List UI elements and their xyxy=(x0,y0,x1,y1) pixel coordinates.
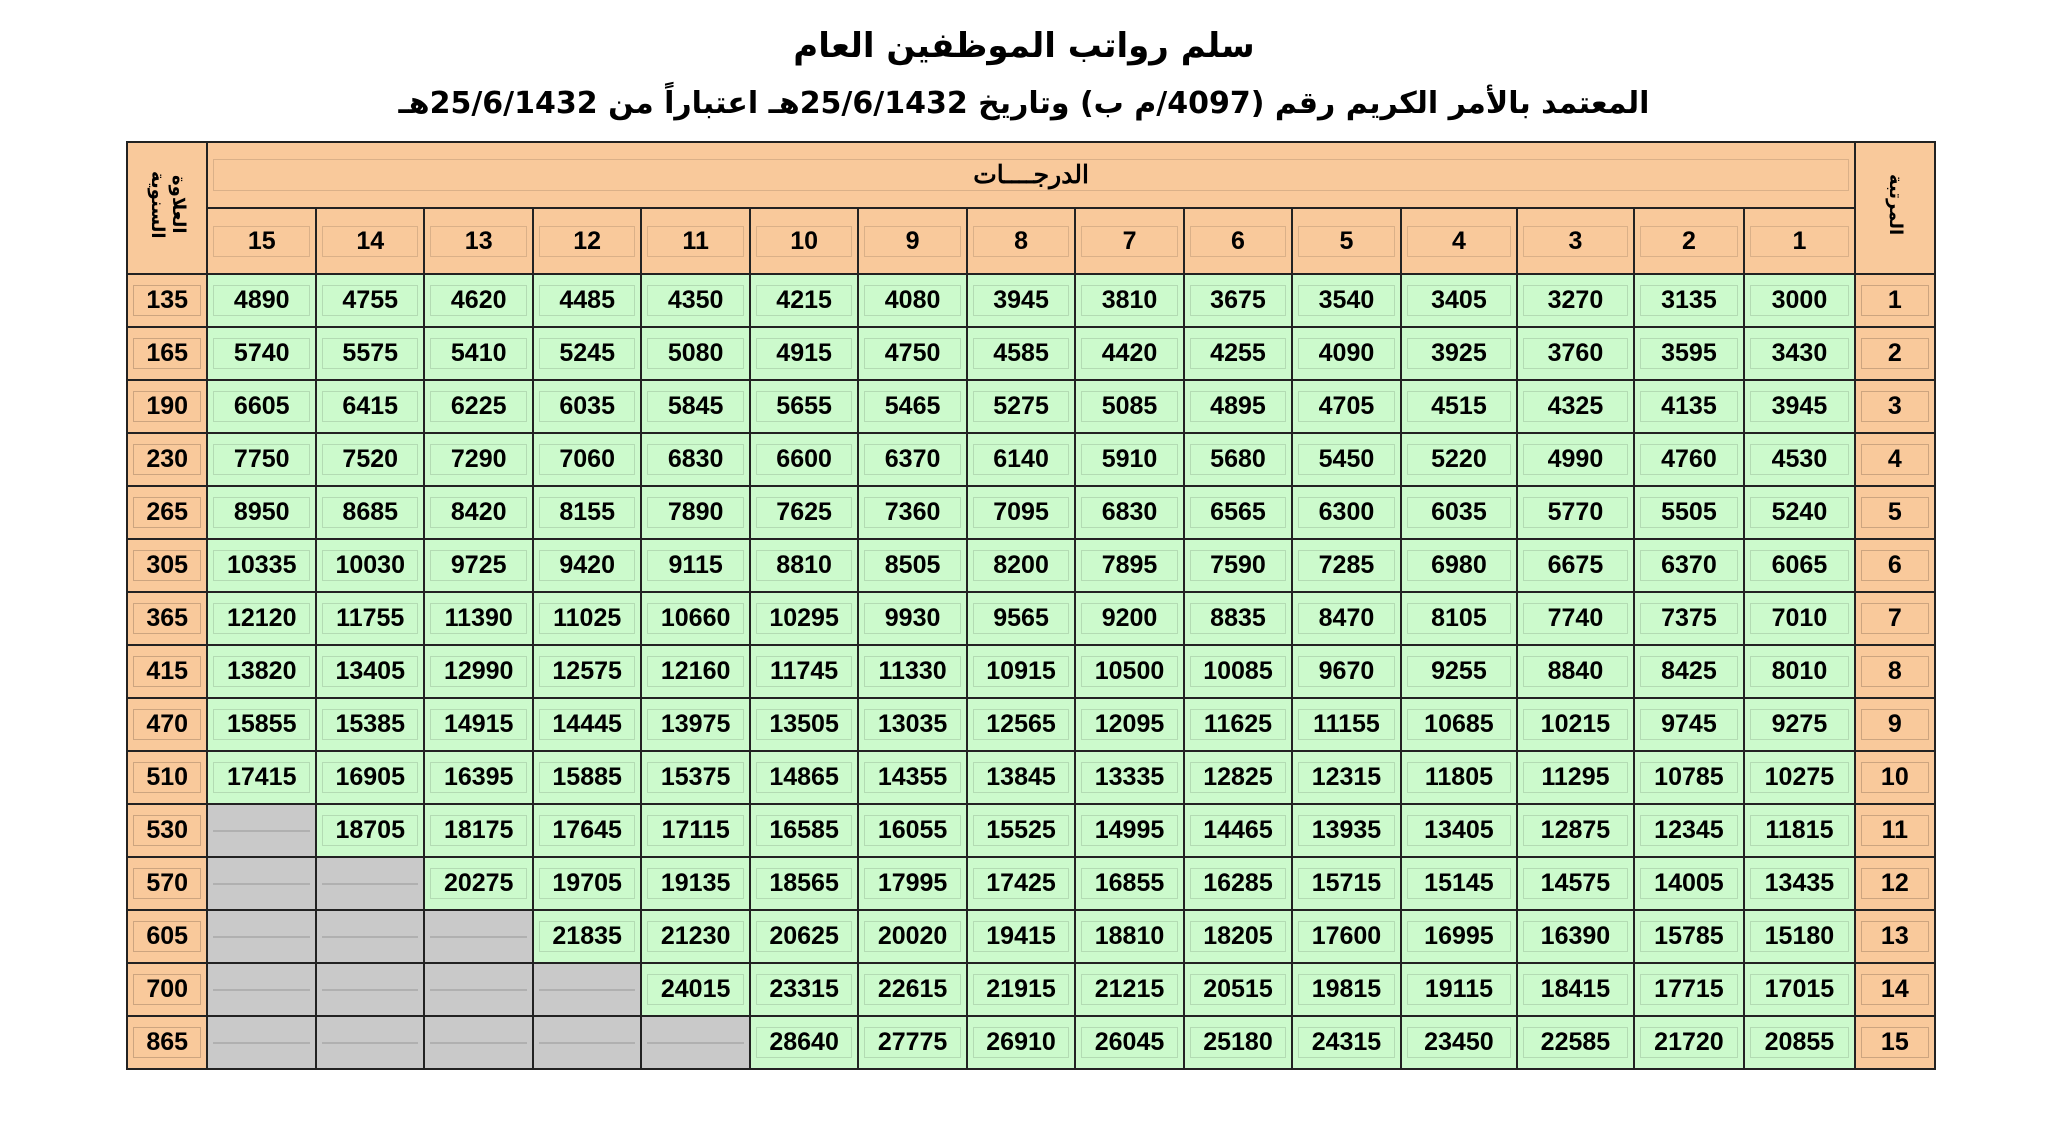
salary-cell: 8155 xyxy=(533,486,641,539)
salary-cell: 13975 xyxy=(641,698,749,751)
salary-cell: 8840 xyxy=(1517,645,1634,698)
salary-cell: 4890 xyxy=(207,274,316,327)
salary-cell: 3810 xyxy=(1075,274,1183,327)
salary-cell: 8010 xyxy=(1744,645,1854,698)
rank-cell: 3 xyxy=(1855,380,1935,433)
salary-cell: 15785 xyxy=(1634,910,1744,963)
salary-cell: 7290 xyxy=(424,433,532,486)
salary-cell: 10785 xyxy=(1634,751,1744,804)
salary-cell: 3430 xyxy=(1744,327,1854,380)
annual-raise-cell: 865 xyxy=(127,1016,207,1069)
salary-cell: 14465 xyxy=(1184,804,1292,857)
salary-cell: 21215 xyxy=(1075,963,1183,1016)
salary-cell: 12160 xyxy=(641,645,749,698)
salary-cell: 4750 xyxy=(858,327,966,380)
salary-cell: 14575 xyxy=(1517,857,1634,910)
salary-cell: 3945 xyxy=(1744,380,1854,433)
salary-cell: 6980 xyxy=(1401,539,1518,592)
salary-cell: 6035 xyxy=(533,380,641,433)
salary-cell: 9275 xyxy=(1744,698,1854,751)
salary-cell: 10215 xyxy=(1517,698,1634,751)
salary-cell: 3405 xyxy=(1401,274,1518,327)
grades-header: الدرجــــات xyxy=(207,142,1854,208)
salary-cell: 11155 xyxy=(1292,698,1400,751)
salary-cell: 12345 xyxy=(1634,804,1744,857)
salary-cell: 15715 xyxy=(1292,857,1400,910)
salary-cell: 7590 xyxy=(1184,539,1292,592)
salary-cell: 4080 xyxy=(858,274,966,327)
salary-cell: 19705 xyxy=(533,857,641,910)
annual-raise-cell: 530 xyxy=(127,804,207,857)
grade-header-15: 15 xyxy=(207,208,316,274)
salary-cell: 10295 xyxy=(750,592,858,645)
salary-cell: 26910 xyxy=(967,1016,1075,1069)
salary-cell: 12575 xyxy=(533,645,641,698)
salary-cell: 7060 xyxy=(533,433,641,486)
salary-cell: 25180 xyxy=(1184,1016,1292,1069)
salary-cell: 3760 xyxy=(1517,327,1634,380)
empty-cell xyxy=(207,963,316,1016)
salary-cell: 17600 xyxy=(1292,910,1400,963)
salary-cell: 12095 xyxy=(1075,698,1183,751)
salary-cell: 8950 xyxy=(207,486,316,539)
salary-cell: 3135 xyxy=(1634,274,1744,327)
salary-scale-table xyxy=(126,141,1936,1070)
rank-cell: 6 xyxy=(1855,539,1935,592)
table-row xyxy=(127,804,1935,857)
salary-cell: 5770 xyxy=(1517,486,1634,539)
salary-cell: 6370 xyxy=(1634,539,1744,592)
grade-header-13: 13 xyxy=(424,208,532,274)
salary-cell: 21230 xyxy=(641,910,749,963)
empty-cell xyxy=(207,857,316,910)
salary-cell: 5505 xyxy=(1634,486,1744,539)
salary-cell: 7375 xyxy=(1634,592,1744,645)
salary-cell: 5845 xyxy=(641,380,749,433)
salary-cell: 8105 xyxy=(1401,592,1518,645)
empty-cell xyxy=(316,910,424,963)
salary-cell: 18175 xyxy=(424,804,532,857)
salary-cell: 8425 xyxy=(1634,645,1744,698)
rank-cell: 13 xyxy=(1855,910,1935,963)
rank-cell: 14 xyxy=(1855,963,1935,1016)
salary-cell: 19415 xyxy=(967,910,1075,963)
salary-cell: 9255 xyxy=(1401,645,1518,698)
page-subtitle: المعتمد بالأمر الكريم رقم (4097/م ب) وتاريخ 25/6/1432هـ اعتباراً من 25/6/1432هـ xyxy=(398,86,1650,121)
table-row xyxy=(127,963,1935,1016)
salary-cell: 5740 xyxy=(207,327,316,380)
salary-cell: 4485 xyxy=(533,274,641,327)
salary-cell: 20020 xyxy=(858,910,966,963)
rank-cell: 11 xyxy=(1855,804,1935,857)
table-row xyxy=(127,486,1935,539)
salary-cell: 7890 xyxy=(641,486,749,539)
salary-cell: 3675 xyxy=(1184,274,1292,327)
salary-cell: 5655 xyxy=(750,380,858,433)
salary-cell: 9670 xyxy=(1292,645,1400,698)
salary-cell: 20515 xyxy=(1184,963,1292,1016)
salary-cell: 4090 xyxy=(1292,327,1400,380)
salary-cell: 6300 xyxy=(1292,486,1400,539)
salary-cell: 16905 xyxy=(316,751,424,804)
salary-cell: 4990 xyxy=(1517,433,1634,486)
salary-cell: 6830 xyxy=(1075,486,1183,539)
salary-cell: 4420 xyxy=(1075,327,1183,380)
salary-cell: 10915 xyxy=(967,645,1075,698)
salary-cell: 4895 xyxy=(1184,380,1292,433)
table-row xyxy=(127,539,1935,592)
salary-cell: 23450 xyxy=(1401,1016,1518,1069)
salary-cell: 5465 xyxy=(858,380,966,433)
salary-cell: 12315 xyxy=(1292,751,1400,804)
salary-cell: 17645 xyxy=(533,804,641,857)
salary-cell: 21835 xyxy=(533,910,641,963)
annual-raise-cell: 265 xyxy=(127,486,207,539)
salary-cell: 13405 xyxy=(1401,804,1518,857)
empty-cell xyxy=(424,963,532,1016)
salary-cell: 14005 xyxy=(1634,857,1744,910)
rank-cell: 5 xyxy=(1855,486,1935,539)
salary-cell: 11330 xyxy=(858,645,966,698)
rank-cell: 12 xyxy=(1855,857,1935,910)
grade-header-2: 2 xyxy=(1634,208,1744,274)
annual-raise-cell: 605 xyxy=(127,910,207,963)
salary-cell: 7010 xyxy=(1744,592,1854,645)
salary-cell: 18415 xyxy=(1517,963,1634,1016)
table-row xyxy=(127,645,1935,698)
salary-cell: 4585 xyxy=(967,327,1075,380)
salary-cell: 5680 xyxy=(1184,433,1292,486)
salary-cell: 15145 xyxy=(1401,857,1518,910)
grade-header-7: 7 xyxy=(1075,208,1183,274)
salary-cell: 13505 xyxy=(750,698,858,751)
salary-cell: 18565 xyxy=(750,857,858,910)
empty-cell xyxy=(533,963,641,1016)
annual-raise-header: العلاوة السنوية xyxy=(127,142,207,274)
salary-cell: 12825 xyxy=(1184,751,1292,804)
salary-cell: 10335 xyxy=(207,539,316,592)
empty-cell xyxy=(641,1016,749,1069)
salary-cell: 15180 xyxy=(1744,910,1854,963)
salary-cell: 6830 xyxy=(641,433,749,486)
empty-cell xyxy=(316,1016,424,1069)
empty-cell xyxy=(316,963,424,1016)
salary-cell: 4515 xyxy=(1401,380,1518,433)
table-row xyxy=(127,857,1935,910)
salary-cell: 10500 xyxy=(1075,645,1183,698)
salary-cell: 4760 xyxy=(1634,433,1744,486)
rank-cell: 9 xyxy=(1855,698,1935,751)
salary-cell: 6065 xyxy=(1744,539,1854,592)
grade-header-3: 3 xyxy=(1517,208,1634,274)
salary-cell: 5910 xyxy=(1075,433,1183,486)
rank-header: المرتبة xyxy=(1855,142,1935,274)
salary-cell: 16390 xyxy=(1517,910,1634,963)
salary-cell: 19135 xyxy=(641,857,749,910)
salary-cell: 4350 xyxy=(641,274,749,327)
grade-header-11: 11 xyxy=(641,208,749,274)
salary-cell: 3925 xyxy=(1401,327,1518,380)
grade-header-9: 9 xyxy=(858,208,966,274)
grade-header-8: 8 xyxy=(967,208,1075,274)
salary-cell: 15385 xyxy=(316,698,424,751)
table-row xyxy=(127,910,1935,963)
table-row xyxy=(127,380,1935,433)
salary-cell: 15525 xyxy=(967,804,1075,857)
salary-cell: 13935 xyxy=(1292,804,1400,857)
table-row xyxy=(127,592,1935,645)
salary-cell: 11755 xyxy=(316,592,424,645)
annual-raise-cell: 365 xyxy=(127,592,207,645)
grade-header-6: 6 xyxy=(1184,208,1292,274)
salary-cell: 14445 xyxy=(533,698,641,751)
salary-cell: 14995 xyxy=(1075,804,1183,857)
table-row xyxy=(127,698,1935,751)
salary-cell: 5450 xyxy=(1292,433,1400,486)
salary-cell: 16055 xyxy=(858,804,966,857)
rank-cell: 15 xyxy=(1855,1016,1935,1069)
salary-cell: 17415 xyxy=(207,751,316,804)
salary-cell: 6415 xyxy=(316,380,424,433)
rank-cell: 8 xyxy=(1855,645,1935,698)
salary-cell: 13845 xyxy=(967,751,1075,804)
salary-cell: 7520 xyxy=(316,433,424,486)
salary-cell: 10030 xyxy=(316,539,424,592)
empty-cell xyxy=(533,1016,641,1069)
salary-cell: 18205 xyxy=(1184,910,1292,963)
grade-header-1: 1 xyxy=(1744,208,1854,274)
salary-cell: 27775 xyxy=(858,1016,966,1069)
empty-cell xyxy=(424,1016,532,1069)
salary-cell: 3595 xyxy=(1634,327,1744,380)
salary-cell: 13435 xyxy=(1744,857,1854,910)
salary-cell: 9745 xyxy=(1634,698,1744,751)
salary-cell: 19815 xyxy=(1292,963,1400,1016)
salary-cell: 8200 xyxy=(967,539,1075,592)
salary-cell: 24015 xyxy=(641,963,749,1016)
salary-cell: 17715 xyxy=(1634,963,1744,1016)
salary-cell: 16585 xyxy=(750,804,858,857)
salary-cell: 6565 xyxy=(1184,486,1292,539)
grade-header-12: 12 xyxy=(533,208,641,274)
salary-cell: 4530 xyxy=(1744,433,1854,486)
salary-cell: 12120 xyxy=(207,592,316,645)
salary-cell: 21915 xyxy=(967,963,1075,1016)
salary-cell: 13405 xyxy=(316,645,424,698)
salary-cell: 9200 xyxy=(1075,592,1183,645)
salary-cell: 20275 xyxy=(424,857,532,910)
salary-cell: 6140 xyxy=(967,433,1075,486)
salary-cell: 4705 xyxy=(1292,380,1400,433)
rank-cell: 7 xyxy=(1855,592,1935,645)
empty-cell xyxy=(424,910,532,963)
grade-header-14: 14 xyxy=(316,208,424,274)
salary-cell: 11625 xyxy=(1184,698,1292,751)
salary-cell: 17115 xyxy=(641,804,749,857)
annual-raise-cell: 190 xyxy=(127,380,207,433)
salary-cell: 3945 xyxy=(967,274,1075,327)
annual-raise-cell: 570 xyxy=(127,857,207,910)
salary-cell: 6675 xyxy=(1517,539,1634,592)
salary-cell: 15885 xyxy=(533,751,641,804)
annual-raise-cell: 700 xyxy=(127,963,207,1016)
salary-cell: 3540 xyxy=(1292,274,1400,327)
salary-cell: 13035 xyxy=(858,698,966,751)
salary-cell: 8420 xyxy=(424,486,532,539)
salary-cell: 5410 xyxy=(424,327,532,380)
rank-cell: 10 xyxy=(1855,751,1935,804)
empty-cell xyxy=(316,857,424,910)
salary-cell: 4755 xyxy=(316,274,424,327)
salary-cell: 16995 xyxy=(1401,910,1518,963)
salary-cell: 10685 xyxy=(1401,698,1518,751)
salary-cell: 14865 xyxy=(750,751,858,804)
annual-raise-cell: 470 xyxy=(127,698,207,751)
salary-cell: 14355 xyxy=(858,751,966,804)
salary-cell: 9420 xyxy=(533,539,641,592)
salary-cell: 20855 xyxy=(1744,1016,1854,1069)
salary-cell: 7750 xyxy=(207,433,316,486)
grade-header-4: 4 xyxy=(1401,208,1518,274)
salary-cell: 13820 xyxy=(207,645,316,698)
salary-cell: 11390 xyxy=(424,592,532,645)
salary-cell: 14915 xyxy=(424,698,532,751)
salary-cell: 7895 xyxy=(1075,539,1183,592)
rank-cell: 1 xyxy=(1855,274,1935,327)
salary-cell: 11815 xyxy=(1744,804,1854,857)
grade-header-5: 5 xyxy=(1292,208,1400,274)
salary-cell: 4915 xyxy=(750,327,858,380)
salary-cell: 7095 xyxy=(967,486,1075,539)
salary-cell: 6600 xyxy=(750,433,858,486)
salary-cell: 11025 xyxy=(533,592,641,645)
salary-cell: 9725 xyxy=(424,539,532,592)
salary-cell: 4135 xyxy=(1634,380,1744,433)
salary-cell: 19115 xyxy=(1401,963,1518,1016)
salary-cell: 16285 xyxy=(1184,857,1292,910)
salary-cell: 5085 xyxy=(1075,380,1183,433)
salary-cell: 8810 xyxy=(750,539,858,592)
salary-cell: 15375 xyxy=(641,751,749,804)
salary-cell: 7285 xyxy=(1292,539,1400,592)
salary-cell: 11295 xyxy=(1517,751,1634,804)
salary-cell: 5575 xyxy=(316,327,424,380)
salary-cell: 21720 xyxy=(1634,1016,1744,1069)
salary-cell: 23315 xyxy=(750,963,858,1016)
salary-cell: 6605 xyxy=(207,380,316,433)
salary-cell: 20625 xyxy=(750,910,858,963)
salary-cell: 8470 xyxy=(1292,592,1400,645)
salary-cell: 3270 xyxy=(1517,274,1634,327)
grade-header-10: 10 xyxy=(750,208,858,274)
salary-cell: 24315 xyxy=(1292,1016,1400,1069)
salary-cell: 16395 xyxy=(424,751,532,804)
salary-cell: 7740 xyxy=(1517,592,1634,645)
salary-cell: 4325 xyxy=(1517,380,1634,433)
salary-cell: 17995 xyxy=(858,857,966,910)
salary-cell: 26045 xyxy=(1075,1016,1183,1069)
annual-raise-cell: 415 xyxy=(127,645,207,698)
salary-cell: 12875 xyxy=(1517,804,1634,857)
salary-cell: 6370 xyxy=(858,433,966,486)
salary-cell: 10085 xyxy=(1184,645,1292,698)
empty-cell xyxy=(207,1016,316,1069)
salary-cell: 8835 xyxy=(1184,592,1292,645)
salary-cell: 4255 xyxy=(1184,327,1292,380)
empty-cell xyxy=(207,910,316,963)
table-row xyxy=(127,433,1935,486)
salary-cell: 15855 xyxy=(207,698,316,751)
salary-cell: 9115 xyxy=(641,539,749,592)
salary-cell: 28640 xyxy=(750,1016,858,1069)
salary-cell: 4215 xyxy=(750,274,858,327)
salary-cell: 11805 xyxy=(1401,751,1518,804)
salary-cell: 8505 xyxy=(858,539,966,592)
rank-cell: 2 xyxy=(1855,327,1935,380)
salary-cell: 10660 xyxy=(641,592,749,645)
salary-cell: 13335 xyxy=(1075,751,1183,804)
table-row xyxy=(127,274,1935,327)
salary-cell: 5220 xyxy=(1401,433,1518,486)
table-row xyxy=(127,751,1935,804)
salary-cell: 6225 xyxy=(424,380,532,433)
empty-cell xyxy=(207,804,316,857)
salary-cell: 17425 xyxy=(967,857,1075,910)
salary-cell: 22615 xyxy=(858,963,966,1016)
salary-cell: 12565 xyxy=(967,698,1075,751)
salary-cell: 5080 xyxy=(641,327,749,380)
salary-cell: 9930 xyxy=(858,592,966,645)
salary-cell: 5245 xyxy=(533,327,641,380)
salary-cell: 9565 xyxy=(967,592,1075,645)
rank-cell: 4 xyxy=(1855,433,1935,486)
annual-raise-cell: 165 xyxy=(127,327,207,380)
salary-cell: 4620 xyxy=(424,274,532,327)
salary-cell: 17015 xyxy=(1744,963,1854,1016)
salary-cell: 7625 xyxy=(750,486,858,539)
salary-cell: 11745 xyxy=(750,645,858,698)
table-row xyxy=(127,1016,1935,1069)
table-row xyxy=(127,327,1935,380)
salary-cell: 7360 xyxy=(858,486,966,539)
salary-cell: 3000 xyxy=(1744,274,1854,327)
annual-raise-cell: 305 xyxy=(127,539,207,592)
salary-cell: 6035 xyxy=(1401,486,1518,539)
salary-cell: 22585 xyxy=(1517,1016,1634,1069)
salary-cell: 18810 xyxy=(1075,910,1183,963)
annual-raise-cell: 510 xyxy=(127,751,207,804)
annual-raise-cell: 135 xyxy=(127,274,207,327)
salary-cell: 8685 xyxy=(316,486,424,539)
annual-raise-cell: 230 xyxy=(127,433,207,486)
salary-cell: 5275 xyxy=(967,380,1075,433)
salary-cell: 18705 xyxy=(316,804,424,857)
salary-cell: 10275 xyxy=(1744,751,1854,804)
page-title: سلم رواتب الموظفين العام xyxy=(793,26,1255,66)
salary-cell: 12990 xyxy=(424,645,532,698)
salary-cell: 5240 xyxy=(1744,486,1854,539)
salary-cell: 16855 xyxy=(1075,857,1183,910)
